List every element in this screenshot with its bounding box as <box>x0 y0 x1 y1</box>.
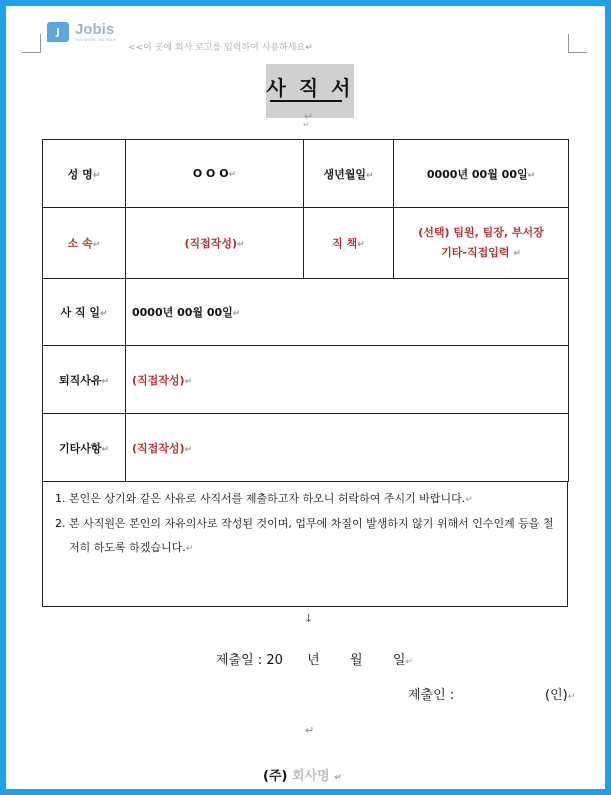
note-item: 2. 본 사직원은 본인의 자유의사로 작성된 것이며, 업무에 차질이 발생하지 않기 위해서 인수인계 등을 철저히 하도록 하겠습니다.↵ <box>69 512 559 561</box>
name-label: 성 명↵ <box>43 140 126 208</box>
etc-label: 기타사항↵ <box>43 414 126 482</box>
reason-field[interactable]: (직접작성)↵ <box>126 346 569 414</box>
table-row <box>43 346 569 414</box>
logo-tagline: YOU WORK, WE HELP <box>75 38 116 42</box>
logo-placeholder-hint <box>128 40 313 53</box>
position-options: (선택) 팀원, 팀장, 부서장 <box>418 225 544 239</box>
submit-date-label: 제출일 : 20 <box>216 653 283 668</box>
paragraph-mark: ↵ <box>303 120 310 129</box>
year-unit: 년 <box>307 653 320 668</box>
logo-hint-text: <<이 곳에 회사 로고를 입력하여 사용하세요 <box>128 43 306 53</box>
reason-label: 퇴직사유↵ <box>43 346 126 414</box>
note-item: 1. 본인은 상기와 같은 사유로 사직서를 제출하고자 하오니 허락하여 주시기 바랍니다.↵ <box>69 487 559 512</box>
company-prefix: (주) <box>263 769 288 784</box>
day-unit: 일 <box>392 653 406 668</box>
company-logo <box>47 22 116 43</box>
seal-mark[interactable]: (인)↵ <box>545 688 576 703</box>
etc-field[interactable]: (직접작성)↵ <box>126 414 569 482</box>
submit-date-line[interactable]: 제출일 : 20 년 월 일↵ <box>216 649 413 668</box>
declaration-notes <box>42 481 568 607</box>
resign-date-label: 사 직 일↵ <box>43 279 126 346</box>
position-field[interactable]: (선택) 팀원, 팀장, 부서장 기타-직접입력 ↵ <box>394 208 569 279</box>
submitter-label: 제출인 : <box>408 688 455 703</box>
paragraph-mark: ↵ <box>305 724 315 737</box>
line-break-arrow-icon: ↓ <box>304 612 314 625</box>
company-name: 회사명 <box>291 769 330 784</box>
birthdate-field[interactable]: 0000년 00월 00일↵ <box>394 140 569 208</box>
document-title[interactable] <box>266 72 354 125</box>
resignation-form-table <box>42 139 569 482</box>
resign-date-field[interactable]: 0000년 00월 00일↵ <box>126 279 569 346</box>
table-row <box>43 140 569 208</box>
birthdate-label: 생년월일↵ <box>304 140 394 208</box>
logo-text <box>75 22 116 43</box>
name-field[interactable]: O O O↵ <box>126 140 304 208</box>
paragraph-mark: ↵ <box>305 43 313 53</box>
table-row <box>43 279 569 346</box>
table-row <box>43 208 569 279</box>
company-signature[interactable]: (주) 회사명 ↵ <box>263 769 342 784</box>
position-label: 직 책↵ <box>304 208 394 279</box>
month-unit: 월 <box>350 653 363 668</box>
department-field[interactable]: (직접작성)↵ <box>126 208 304 279</box>
logo-word: Jobis <box>75 21 115 38</box>
department-label: 소 속↵ <box>43 208 126 279</box>
position-other: 기타-직접입력 <box>441 245 510 259</box>
title-text: 사 직 서 <box>266 76 354 100</box>
paragraph-mark: ↵ <box>303 110 317 123</box>
logo-badge-icon: J <box>47 22 69 42</box>
title-highlight <box>266 64 354 123</box>
title-underline <box>270 100 342 102</box>
margin-corner-top-right <box>568 34 587 53</box>
table-row <box>43 414 569 482</box>
margin-corner-top-left <box>22 34 41 53</box>
